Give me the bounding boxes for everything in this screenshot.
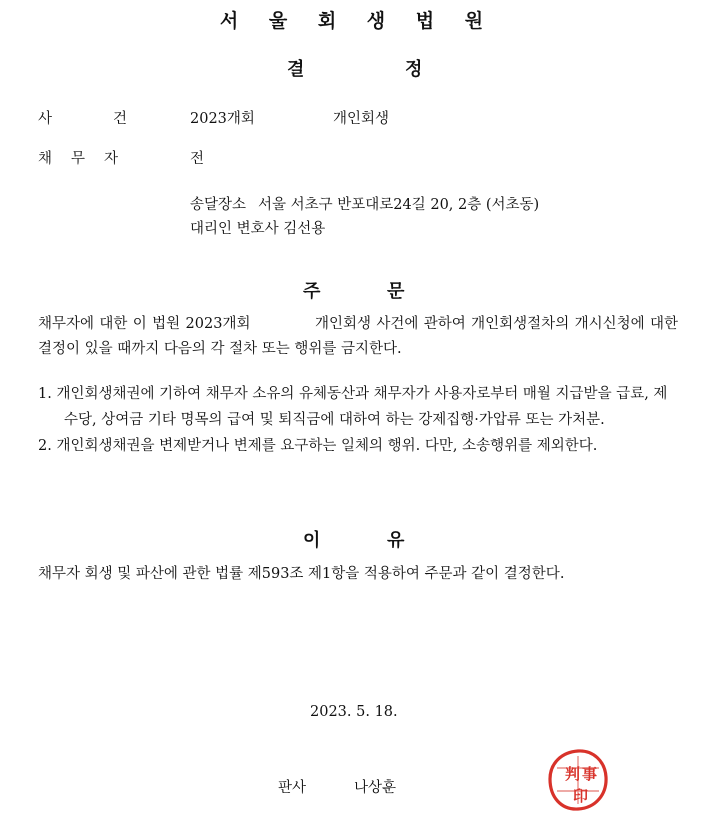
delivery-label: 송달장소 [190, 197, 247, 213]
case-number: 2023개회 [190, 111, 255, 127]
reason-text: 채무자 회생 및 파산에 관한 법률 제593조 제1항을 적용하여 주문과 같이 결정한다. [38, 566, 565, 582]
order-item-1: 1. 개인회생채권에 기하여 채무자 소유의 유체동산과 채무자가 사용자로부터 매월 지급받을 급료, 제수당, 상여금 기타 명목의 급여 및 퇴직금에 대하여 하는 강제집행·가압류 또는 가처분. [38, 386, 668, 428]
svg-text:印: 印 [573, 787, 589, 805]
svg-text:事: 事 [582, 765, 598, 783]
order-title-right: 문 [387, 281, 405, 302]
agent-lawyer: 대리인 변호사 김선용 [190, 221, 326, 237]
order-intro: 채무자에 대한 이 법원 2023개회 개인회생 사건에 관하여 개인회생절차의 개시신청에 대한 결정이 있을 때까지 다음의 각 절차 또는 행위를 금지한다. [38, 316, 683, 357]
decision-date: 2023. 5. 18. [310, 704, 398, 720]
doc-type-left: 결 [287, 59, 305, 80]
case-label-left: 사 [38, 111, 53, 127]
judge-label: 판사 [278, 780, 307, 796]
case-label-right: 건 [113, 111, 128, 127]
reason-title-right: 유 [387, 530, 405, 551]
judge-name: 나상훈 [354, 780, 397, 796]
judge-seal-stamp [547, 748, 609, 812]
court-name: 서 울 회 생 법 원 [219, 10, 496, 32]
order-list [38, 381, 678, 459]
debtor-label: 채무자 [38, 151, 138, 167]
order-item-2: 2. 개인회생채권을 변제받거나 변제를 요구하는 일체의 행위. 다만, 소송행위를 제외한다. [38, 438, 598, 454]
svg-text:判: 判 [565, 765, 581, 783]
debtor-name: 전 [190, 151, 205, 167]
doc-type-right: 정 [405, 59, 423, 80]
delivery-address: 서울 서초구 반포대로24길 20, 2층 (서초동) [258, 197, 540, 213]
order-title-left: 주 [303, 281, 321, 302]
case-type: 개인회생 [333, 111, 390, 127]
reason-title-left: 이 [303, 530, 321, 551]
